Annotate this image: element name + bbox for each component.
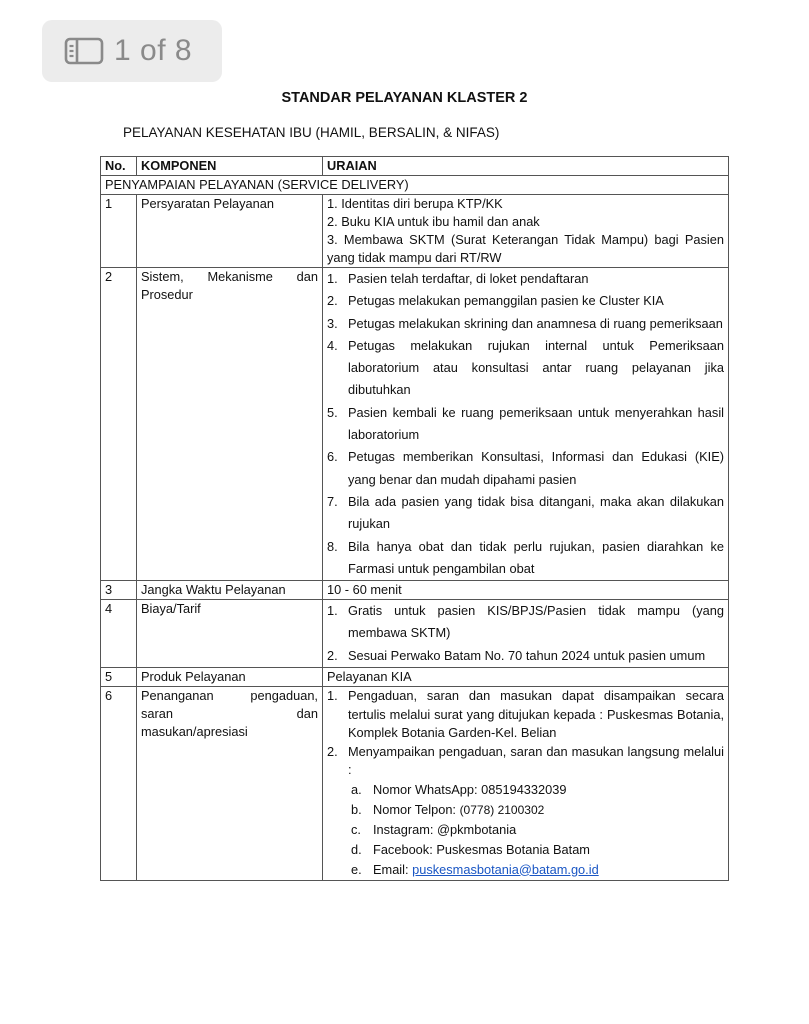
row-number: 1 <box>101 195 137 268</box>
contact-list <box>327 780 724 880</box>
row-number: 6 <box>101 687 137 881</box>
row-description <box>323 268 729 581</box>
row-component: Biaya/Tarif <box>137 600 323 668</box>
list-item: 7. Bila ada pasien yang tidak bisa ditangani, maka akan dilakukan rujukan <box>327 493 724 532</box>
table-row <box>101 268 729 581</box>
table-row <box>101 195 729 268</box>
list-item: 2. Sesuai Perwako Batam No. 70 tahun 2024 untuk pasien umum <box>327 647 706 663</box>
row-description: 10 - 60 menit <box>323 581 729 600</box>
row-description <box>323 600 729 668</box>
row-component <box>137 268 323 581</box>
service-standard-table <box>100 156 729 881</box>
component-line: Sistem, Mekanisme dan <box>141 269 318 284</box>
row-description <box>323 195 729 268</box>
component-line: Prosedur <box>141 287 193 302</box>
document-title: STANDAR PELAYANAN KLASTER 2 <box>281 90 528 106</box>
row-number: 2 <box>101 268 137 581</box>
component-line: masukan/apresiasi <box>141 724 248 740</box>
row-component: Persyaratan Pelayanan <box>137 195 323 268</box>
list-item: 1. Pasien telah terdaftar, di loket pendaftaran <box>327 271 589 286</box>
list-item: 1. Gratis untuk pasien KIS/BPJS/Pasien tidak mampu (yang membawa SKTM) <box>327 603 724 641</box>
header-uraian: URAIAN <box>323 157 729 176</box>
page-indicator[interactable] <box>42 20 222 82</box>
list-item: 4. Petugas melakukan rujukan internal untuk Pemeriksaan laboratorium atau konsultasi antar ruang pelayanan jika dibutuhkan <box>327 337 724 398</box>
contact-email: e. Email: puskesmasbotania@batam.go.id <box>327 860 724 880</box>
list-item: 3. Petugas melakukan skrining dan anamnesa di ruang pemeriksaan <box>327 315 723 331</box>
section-row <box>101 176 729 195</box>
component-line: saran dan <box>141 706 318 722</box>
header-no: No. <box>101 157 137 176</box>
list-item: 2. Petugas melakukan pemanggilan pasien ke Cluster KIA <box>327 293 664 309</box>
row-description <box>323 687 729 881</box>
contact-phone: b. Nomor Telpon: (0778) 2100302 <box>351 801 545 817</box>
row-description: Pelayanan KIA <box>323 668 729 687</box>
fee-list <box>327 600 724 667</box>
requirement-item: 2. Buku KIA untuk ibu hamil dan anak <box>327 214 540 229</box>
procedure-list <box>327 268 724 580</box>
table-header-row <box>101 157 729 176</box>
document-pages-icon <box>64 37 104 65</box>
document-subtitle: PELAYANAN KESEHATAN IBU (HAMIL, BERSALIN, & NIFAS) <box>123 125 500 140</box>
table-row <box>101 581 729 600</box>
contact-instagram: c. Instagram: @pkmbotania <box>351 821 517 837</box>
row-number: 5 <box>101 668 137 687</box>
email-link[interactable]: puskesmasbotania@batam.go.id <box>412 861 599 877</box>
requirement-item: 3. Membawa SKTM (Surat Keterangan Tidak Mampu) bagi Pasien yang tidak mampu dari RT/RW <box>327 232 724 265</box>
list-item: 1. Pengaduan, saran dan masukan dapat disampaikan secara tertulis melalui surat yang ditujukan kepada : Puskesmas Botania, Komplek Botania Garden-Kel. Belian <box>327 688 724 741</box>
contact-facebook: d. Facebook: Puskesmas Botania Batam <box>351 841 590 857</box>
requirement-item: 1. Identitas diri berupa KTP/KK <box>327 196 503 211</box>
row-number: 4 <box>101 600 137 668</box>
list-item: 5. Pasien kembali ke ruang pemeriksaan untuk menyerahkan hasil laboratorium <box>327 404 724 443</box>
list-item: 8. Bila hanya obat dan tidak perlu rujukan, pasien diarahkan ke Farmasi untuk pengambilan obat <box>327 538 724 576</box>
component-line: Penanganan pengaduan, <box>141 688 318 704</box>
list-item: 2. Menyampaikan pengaduan, saran dan masukan langsung melalui : <box>327 743 724 778</box>
table-row <box>101 600 729 668</box>
table-row <box>101 687 729 881</box>
row-component <box>137 687 323 881</box>
row-number: 3 <box>101 581 137 600</box>
row-component: Jangka Waktu Pelayanan <box>137 581 323 600</box>
page-count-label: 1 of 8 <box>114 34 193 67</box>
header-komponen: KOMPONEN <box>137 157 323 176</box>
row-component: Produk Pelayanan <box>137 668 323 687</box>
table-row <box>101 668 729 687</box>
list-item: 6. Petugas memberikan Konsultasi, Informasi dan Edukasi (KIE) yang benar dan mudah dipahami pasien <box>327 449 724 487</box>
section-title: PENYAMPAIAN PELAYANAN (SERVICE DELIVERY) <box>101 176 729 195</box>
contact-whatsapp: a. Nomor WhatsApp: 085194332039 <box>351 781 567 797</box>
complaint-list <box>327 687 724 780</box>
